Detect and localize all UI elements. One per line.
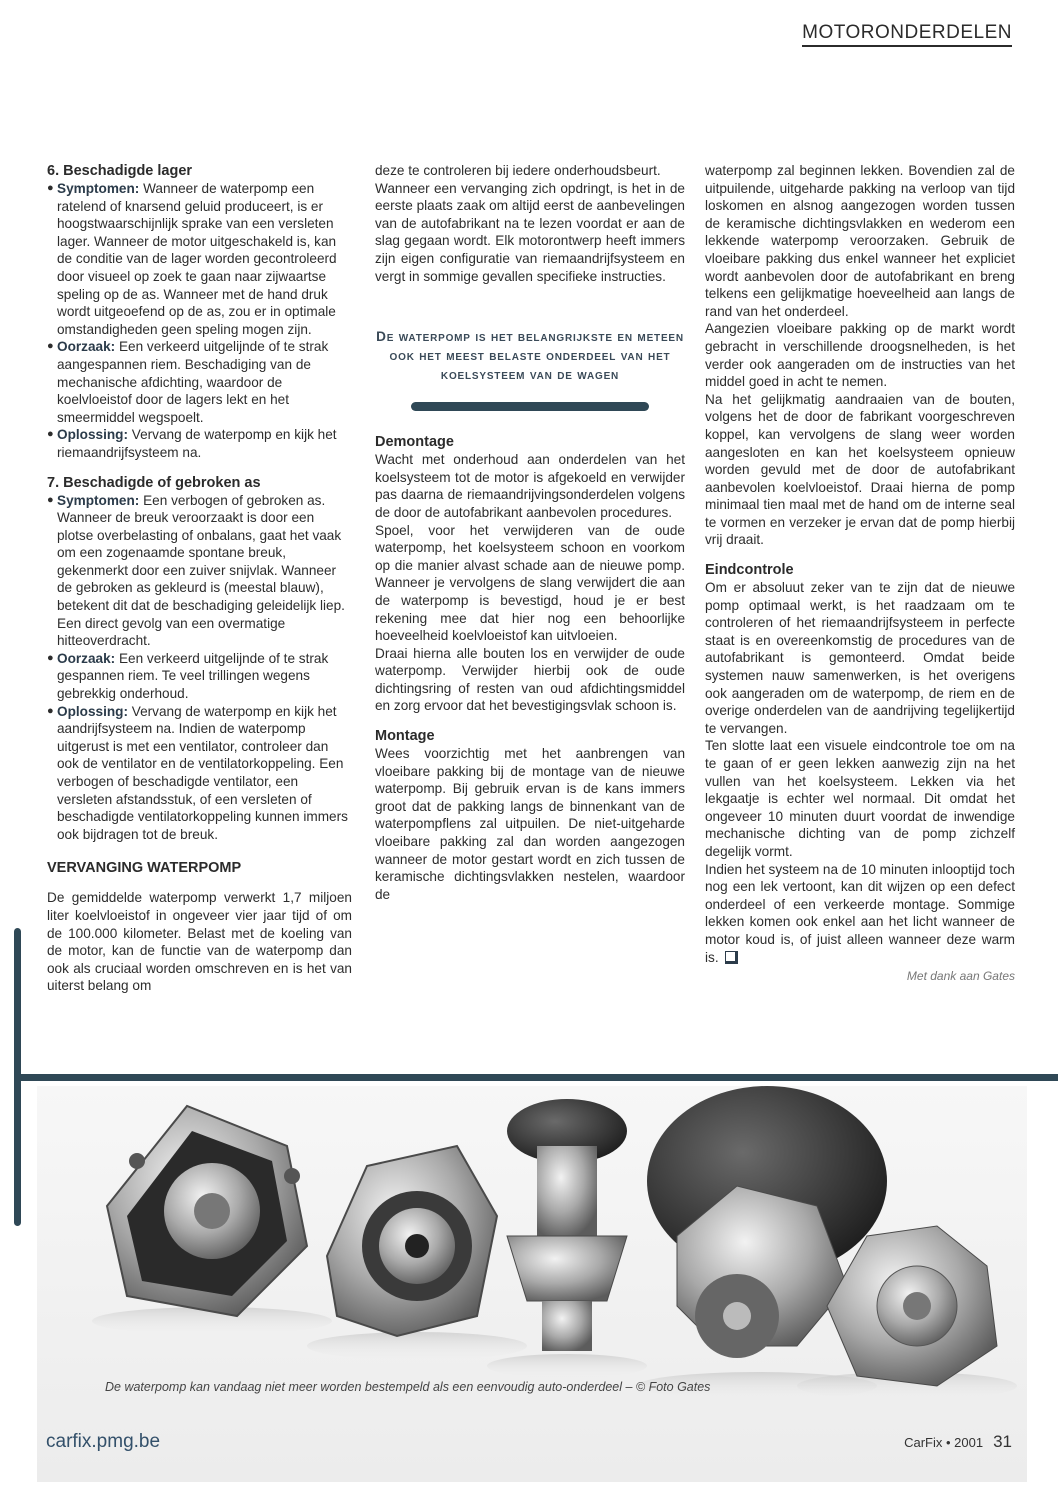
bullet-symptomen bbox=[47, 180, 352, 338]
paragraph: Wanneer een vervanging zich opdringt, is het in de eerste plaats zaak om altijd eerst de aanbevelingen van de autofabrikant na te lezen voordat er aan de slag gegaan wordt. Elk motorontwerp heeft immers zijn eigen configuratie van riemaandrijfsysteem en vergt in sommige gevallen specifieke instructies. bbox=[375, 180, 685, 284]
paragraph: Ten slotte laat een visuele eindcontrole toe om na te gaan of er geen lekken aanwezig zijn na het vullen van het koelsysteem. Lekken via het lekgaatje is echter wel normaal. Dit omdat het ongeveer 10 minuten duurt voordat de inwendige mechanische dichting van de pomp zichzelf degelijk vormt. bbox=[705, 738, 1015, 859]
paragraph-text: Indien het systeem na de 10 minuten inlooptijd toch nog een lek vertoont, kan dit wijzen op een defect onderdeel of een verkeerde montage. Sommige lekken komen ook enkel aan het licht wanneer de motor koud is, of juist alleen wanneer deze warm is. bbox=[705, 861, 1015, 965]
page-number: 31 bbox=[993, 1432, 1012, 1451]
paragraph: Om er absoluut zeker van te zijn dat de nieuwe pomp optimaal werkt, is het raadzaam om te controleren of het riemaandrijfsysteem in perfecte staat is en overeenkomstig de procedures van de autofabrikant is gemonteerd. Omdat beide systemen nauw samenwerken, is het overigens ook aangeraden om de waterpomp, de riem en de overige onderdelen van de aandrijving tegelijkertijd te vervangen. bbox=[705, 580, 1015, 736]
pull-quote-bar bbox=[411, 402, 649, 411]
bullet-icon: ● bbox=[47, 340, 54, 353]
paragraph: Wees voorzichtig met het aanbrengen van vloeibare pakking bij de montage van de nieuwe waterpomp. Bij gebruik ervan is de kans immers groot dat de pakking langs de binnenkant van de waterpompflens zal uitpuilen. De niet-uitgeharde vloeibare pakking zal dan worden aangezogen wanneer de motor gestart wordt en zich tussen de keramische dichtingsvlakken nestelen, waardoor de bbox=[375, 746, 685, 902]
credit: Met dank aan Gates bbox=[906, 969, 1015, 984]
end-of-article-icon bbox=[725, 951, 738, 964]
bullet-text: Vervang de waterpomp en kijk het aandrijfsysteem na. Indien de waterpomp uitgerust is met een ventilator, controleer dan ook de ventilator en de ventilatorkoppeling. Een verbogen of beschadigde ventilator, een versleten afstandsstuk, of een versleten of beschadigde ventilatorkoppeling kunnen immers ook bijdragen tot de breuk. bbox=[57, 703, 348, 842]
paragraph: Wacht met onderhoud aan onderdelen van het koelsysteem tot de motor is afgekoeld en verwijder pas daarna de riemaandrijvingsonderdelen volgens de door de autofabrikant aanbevolen procedures. bbox=[375, 452, 685, 520]
heading-demontage: Demontage bbox=[375, 434, 454, 451]
bullet-text: Vervang de waterpomp en kijk het riemaandrijfsysteem na. bbox=[57, 427, 337, 460]
bullet-oplossing bbox=[47, 426, 352, 461]
paragraph: Draai hierna alle bouten los en verwijder de oude waterpomp. Verwijder hierbij ook de oude dichtingsring of resten van oud afdichtingsmiddel en zorg ervoor dat het bevestigingsvlak schoon is. bbox=[375, 645, 685, 714]
heading-eindcontrole: Eindcontrole bbox=[705, 562, 794, 579]
pull-quote: De waterpomp is het belangrijkste en meteen ook het meest belaste onderdeel van het koelsysteem van de wagen bbox=[376, 329, 684, 383]
heading-beschadigde-lager: 6. Beschadigde lager bbox=[47, 163, 193, 179]
paragraph bbox=[705, 861, 1015, 967]
column-3 bbox=[705, 162, 1015, 986]
bullet-symptomen bbox=[47, 492, 352, 650]
column-2 bbox=[375, 162, 685, 903]
paragraph: De gemiddelde waterpomp verwerkt 1,7 miljoen liter koelvloeistof in ongeveer vier jaar tijd of om de 100.000 kilometer. Belast met de koeling van de motor, kan de functie van de waterpomp dan ook als cruciaal worden omschreven en is het van uiterst belang om bbox=[47, 890, 352, 994]
section-header: MOTORONDERDELEN bbox=[802, 22, 1012, 47]
bullet-icon: ● bbox=[47, 182, 54, 194]
bullet-icon: ● bbox=[47, 651, 54, 664]
bullet-label: Symptomen: bbox=[57, 181, 140, 196]
paragraph: Na het gelijkmatig aandraaien van de bouten, volgens het de door de fabrikant voorgeschreven koppel, kan vervolgens de slang weer worden aangesloten en kan het koelsysteem opnieuw worden gevuld met de door de autofabrikant aanbevolen koelvloeistof. Draai hierna de pomp minimaal tien maal met de hand om de interne seal te vormen en verzeker je ervan dat de pomp hierbij vrij draait. bbox=[705, 391, 1015, 548]
bullet-text: Een verbogen of gebroken as. Wanneer de breuk veroorzaakt is door een plotse overbelasting of onbalans, gaat het vaak om een zogenaamde spontane breuk, gekenmerkt door een zuiver snijvlak. Wanneer de gebroken as gekleurd is (meestal blauw), betekent dit dat de beschadiging geleidelijk liep. Een direct gevolg van een overmatige hitteoverdracht. bbox=[57, 492, 345, 649]
bullet-text: Wanneer de waterpomp een ratelend of knarsend geluid produceert, is er hoogstwaarschijnlijk sprake van een versleten lager. Wanneer de motor uitgeschakeld is, kan de conditie van de lager worden gecontroleerd door visueel op zoek te gaan naar zijwaartse speling op de as. Wanneer met de hand druk wordt uitgeoefend op de as, zou er in optimale omstandigheden geen speling mogen zijn. bbox=[57, 181, 337, 337]
column-1 bbox=[47, 162, 352, 995]
horizontal-accent-rule bbox=[14, 1074, 1058, 1081]
bullet-oplossing bbox=[47, 703, 352, 844]
water-pumps-photo bbox=[37, 1086, 1027, 1482]
heading-vervanging-waterpomp: VERVANGING WATERPOMP bbox=[47, 860, 242, 877]
bullet-icon: ● bbox=[47, 493, 54, 506]
footer-issue-label: CarFix • 2001 bbox=[904, 1435, 984, 1450]
heading-gebroken-as: 7. Beschadigde of gebroken as bbox=[47, 474, 261, 491]
bullet-label: Oorzaak: bbox=[57, 339, 116, 355]
bullet-label: Oplossing: bbox=[57, 703, 128, 719]
water-pumps-illustration bbox=[37, 1086, 1027, 1482]
bullet-oorzaak bbox=[47, 338, 352, 426]
footer-issue bbox=[904, 1432, 1012, 1452]
bullet-icon: ● bbox=[47, 428, 54, 441]
paragraph: Aangezien vloeibare pakking op de markt wordt gebracht in verschillende droogsnelheden, is het verder ook aangeraden om de instructies van het middel goed in acht te nemen. bbox=[705, 321, 1015, 390]
bullet-label: Oorzaak: bbox=[57, 650, 116, 666]
bullet-text: Een verkeerd uitgelijnde of te strak aangespannen riem. Beschadiging van de mechanische afdichting, waardoor de koelvloeistof door de lagers lekt en het smeermiddel wegspoelt. bbox=[57, 339, 329, 425]
bullet-label: Symptomen: bbox=[57, 492, 140, 508]
paragraph: Spoel, voor het verwijderen van de oude waterpomp, het koelsysteem schoon en voorkom op die manier alvast schade aan de nieuwe pomp. Wanneer je vervolgens de slang verwijdert die aan de waterpomp is bevestigd, houd je er best rekening mee dat hier nog een behoorlijke hoeveelheid koelvloeistof kan uitvloeien. bbox=[375, 522, 685, 644]
paragraph: deze te controleren bij iedere onderhoudsbeurt. bbox=[375, 163, 661, 178]
heading-montage: Montage bbox=[375, 728, 435, 745]
bullet-oorzaak bbox=[47, 650, 352, 703]
bullet-label: Oplossing: bbox=[57, 427, 128, 443]
bullet-icon: ● bbox=[47, 704, 54, 717]
photo-caption: De waterpomp kan vandaag niet meer worden bestempeld als een eenvoudig auto-onderdeel – © Foto Gates bbox=[105, 1380, 711, 1394]
paragraph: waterpomp zal beginnen lekken. Bovendien zal de uitpuilende, uitgeharde pakking na verloop van tijd loskomen en alsnog aangezogen worden tussen de keramische dichtingsvlakken en wederom een lekkende waterpomp veroorzaken. Gebruik de vloeibare pakking dus enkel wanneer het expliciet wordt aanbevolen door de autofabrikant en breng telkens een gelijkmatige hoeveelheid aan langs de rand van het onderdeel. bbox=[705, 163, 1015, 319]
footer-website-link[interactable]: carfix.pmg.be bbox=[46, 1431, 161, 1452]
bullet-text: Een verkeerd uitgelijnde of te strak gespannen riem. Te veel trillingen wegens gebrekkig onderhoud. bbox=[57, 650, 329, 702]
